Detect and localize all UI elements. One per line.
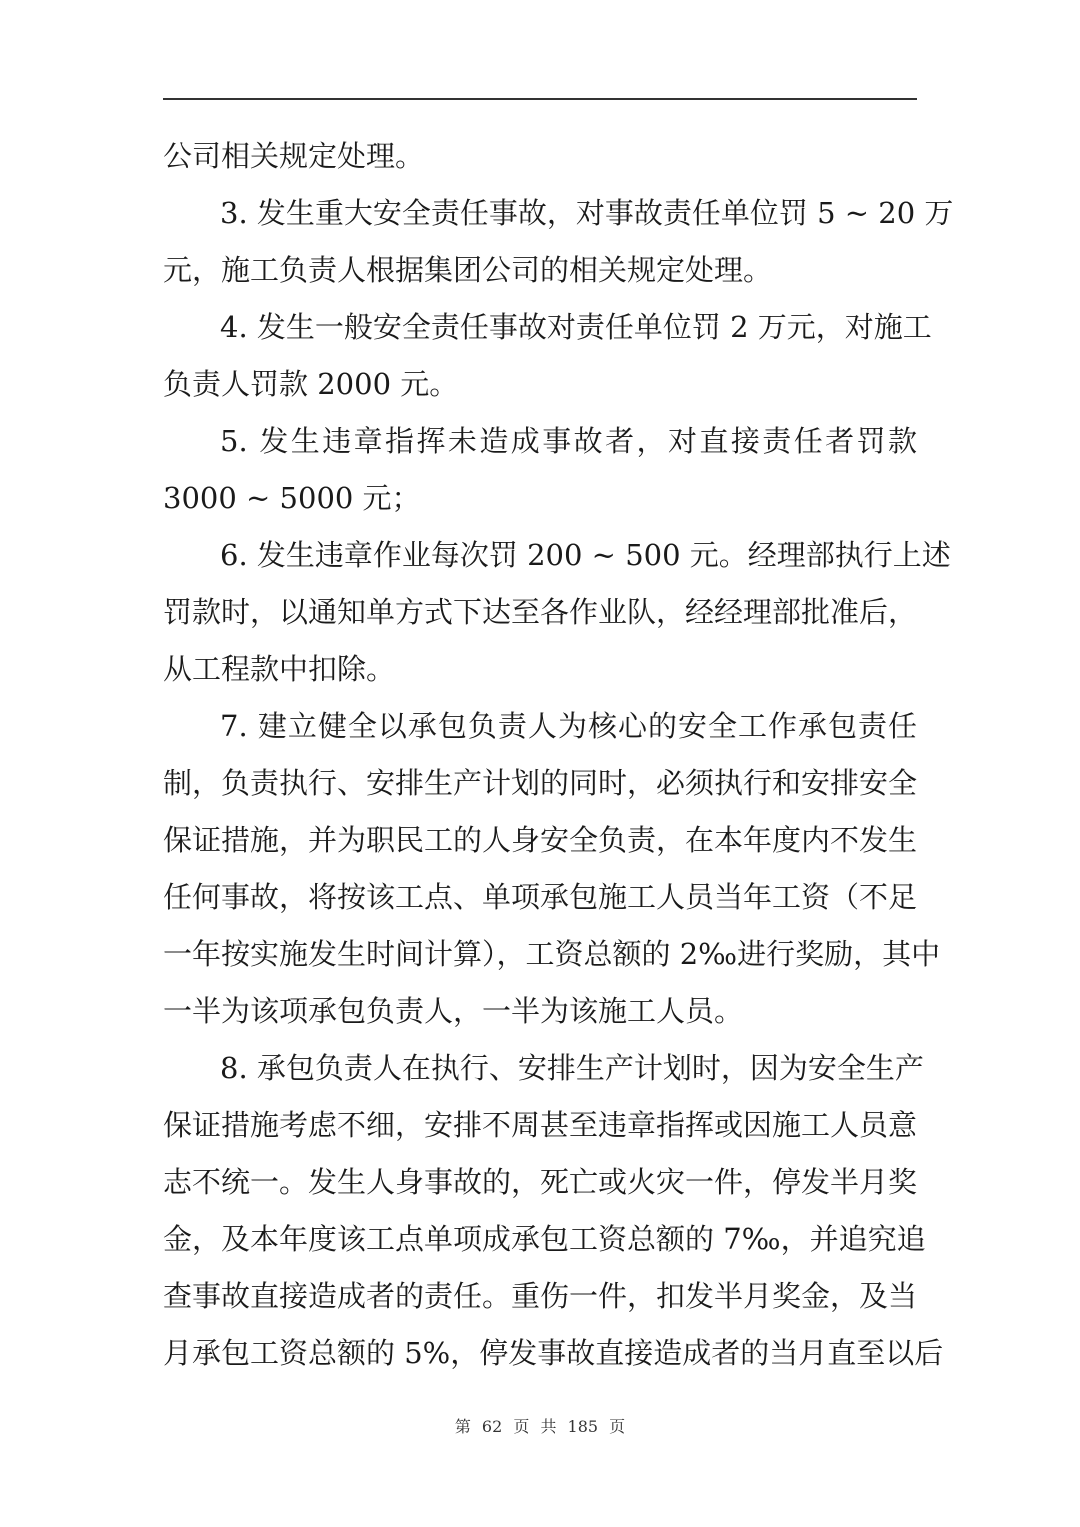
text-line: 公司相关规定处理。	[163, 139, 425, 173]
text-line: 4. 发生一般安全责任事故对责任单位罚 2 万元，对施工	[220, 310, 932, 344]
text-line: 志不统一。发生人身事故的，死亡或火灾一件，停发半月奖	[163, 1165, 918, 1199]
text-line: 8. 承包负责人在执行、安排生产计划时，因为安全生产	[220, 1051, 924, 1085]
text-line: 元，施工负责人根据集团公司的相关规定处理。	[163, 253, 773, 287]
text-line: 从工程款中扣除。	[163, 652, 396, 686]
text-line: 负责人罚款 2000 元。	[163, 367, 459, 401]
text-line: 保证措施，并为职民工的人身安全负责，在本年度内不发生	[163, 823, 918, 857]
text-line: 6. 发生违章作业每次罚 200 ~ 500 元。经理部执行上述	[220, 538, 951, 572]
text-line: 一年按实施发生时间计算），工资总额的 2‰进行奖励，其中	[163, 937, 941, 971]
text-line: 任何事故，将按该工点、单项承包施工人员当年工资（不足	[163, 880, 918, 914]
text-line: 3. 发生重大安全责任事故，对事故责任单位罚 5 ~ 20 万	[220, 196, 954, 230]
text-line: 一半为该项承包负责人，一半为该施工人员。	[163, 994, 744, 1028]
text-line: 7. 建立健全以承包负责人为核心的安全工作承包责任	[220, 709, 917, 743]
text-line: 月承包工资总额的 5%，停发事故直接造成者的当月直至以后	[163, 1336, 944, 1370]
text-line: 5. 发生违章指挥未造成事故者，对直接责任者罚款	[220, 424, 917, 458]
text-line: 制，负责执行、安排生产计划的同时，必须执行和安排安全	[163, 766, 918, 800]
text-line: 查事故直接造成者的责任。重伤一件，扣发半月奖金，及当	[163, 1279, 918, 1313]
text-line: 3000 ~ 5000 元；	[163, 481, 421, 515]
text-line: 金，及本年度该工点单项成承包工资总额的 7‰，并追究追	[163, 1222, 926, 1256]
body-text	[163, 128, 954, 1382]
text-line: 保证措施考虑不细，安排不周甚至违章指挥或因施工人员意	[163, 1108, 918, 1142]
text-line: 罚款时，以通知单方式下达至各作业队，经经理部批准后，	[163, 595, 918, 629]
header-rule	[163, 98, 917, 100]
page-number-footer: 第 62 页 共 185 页	[454, 1417, 626, 1436]
